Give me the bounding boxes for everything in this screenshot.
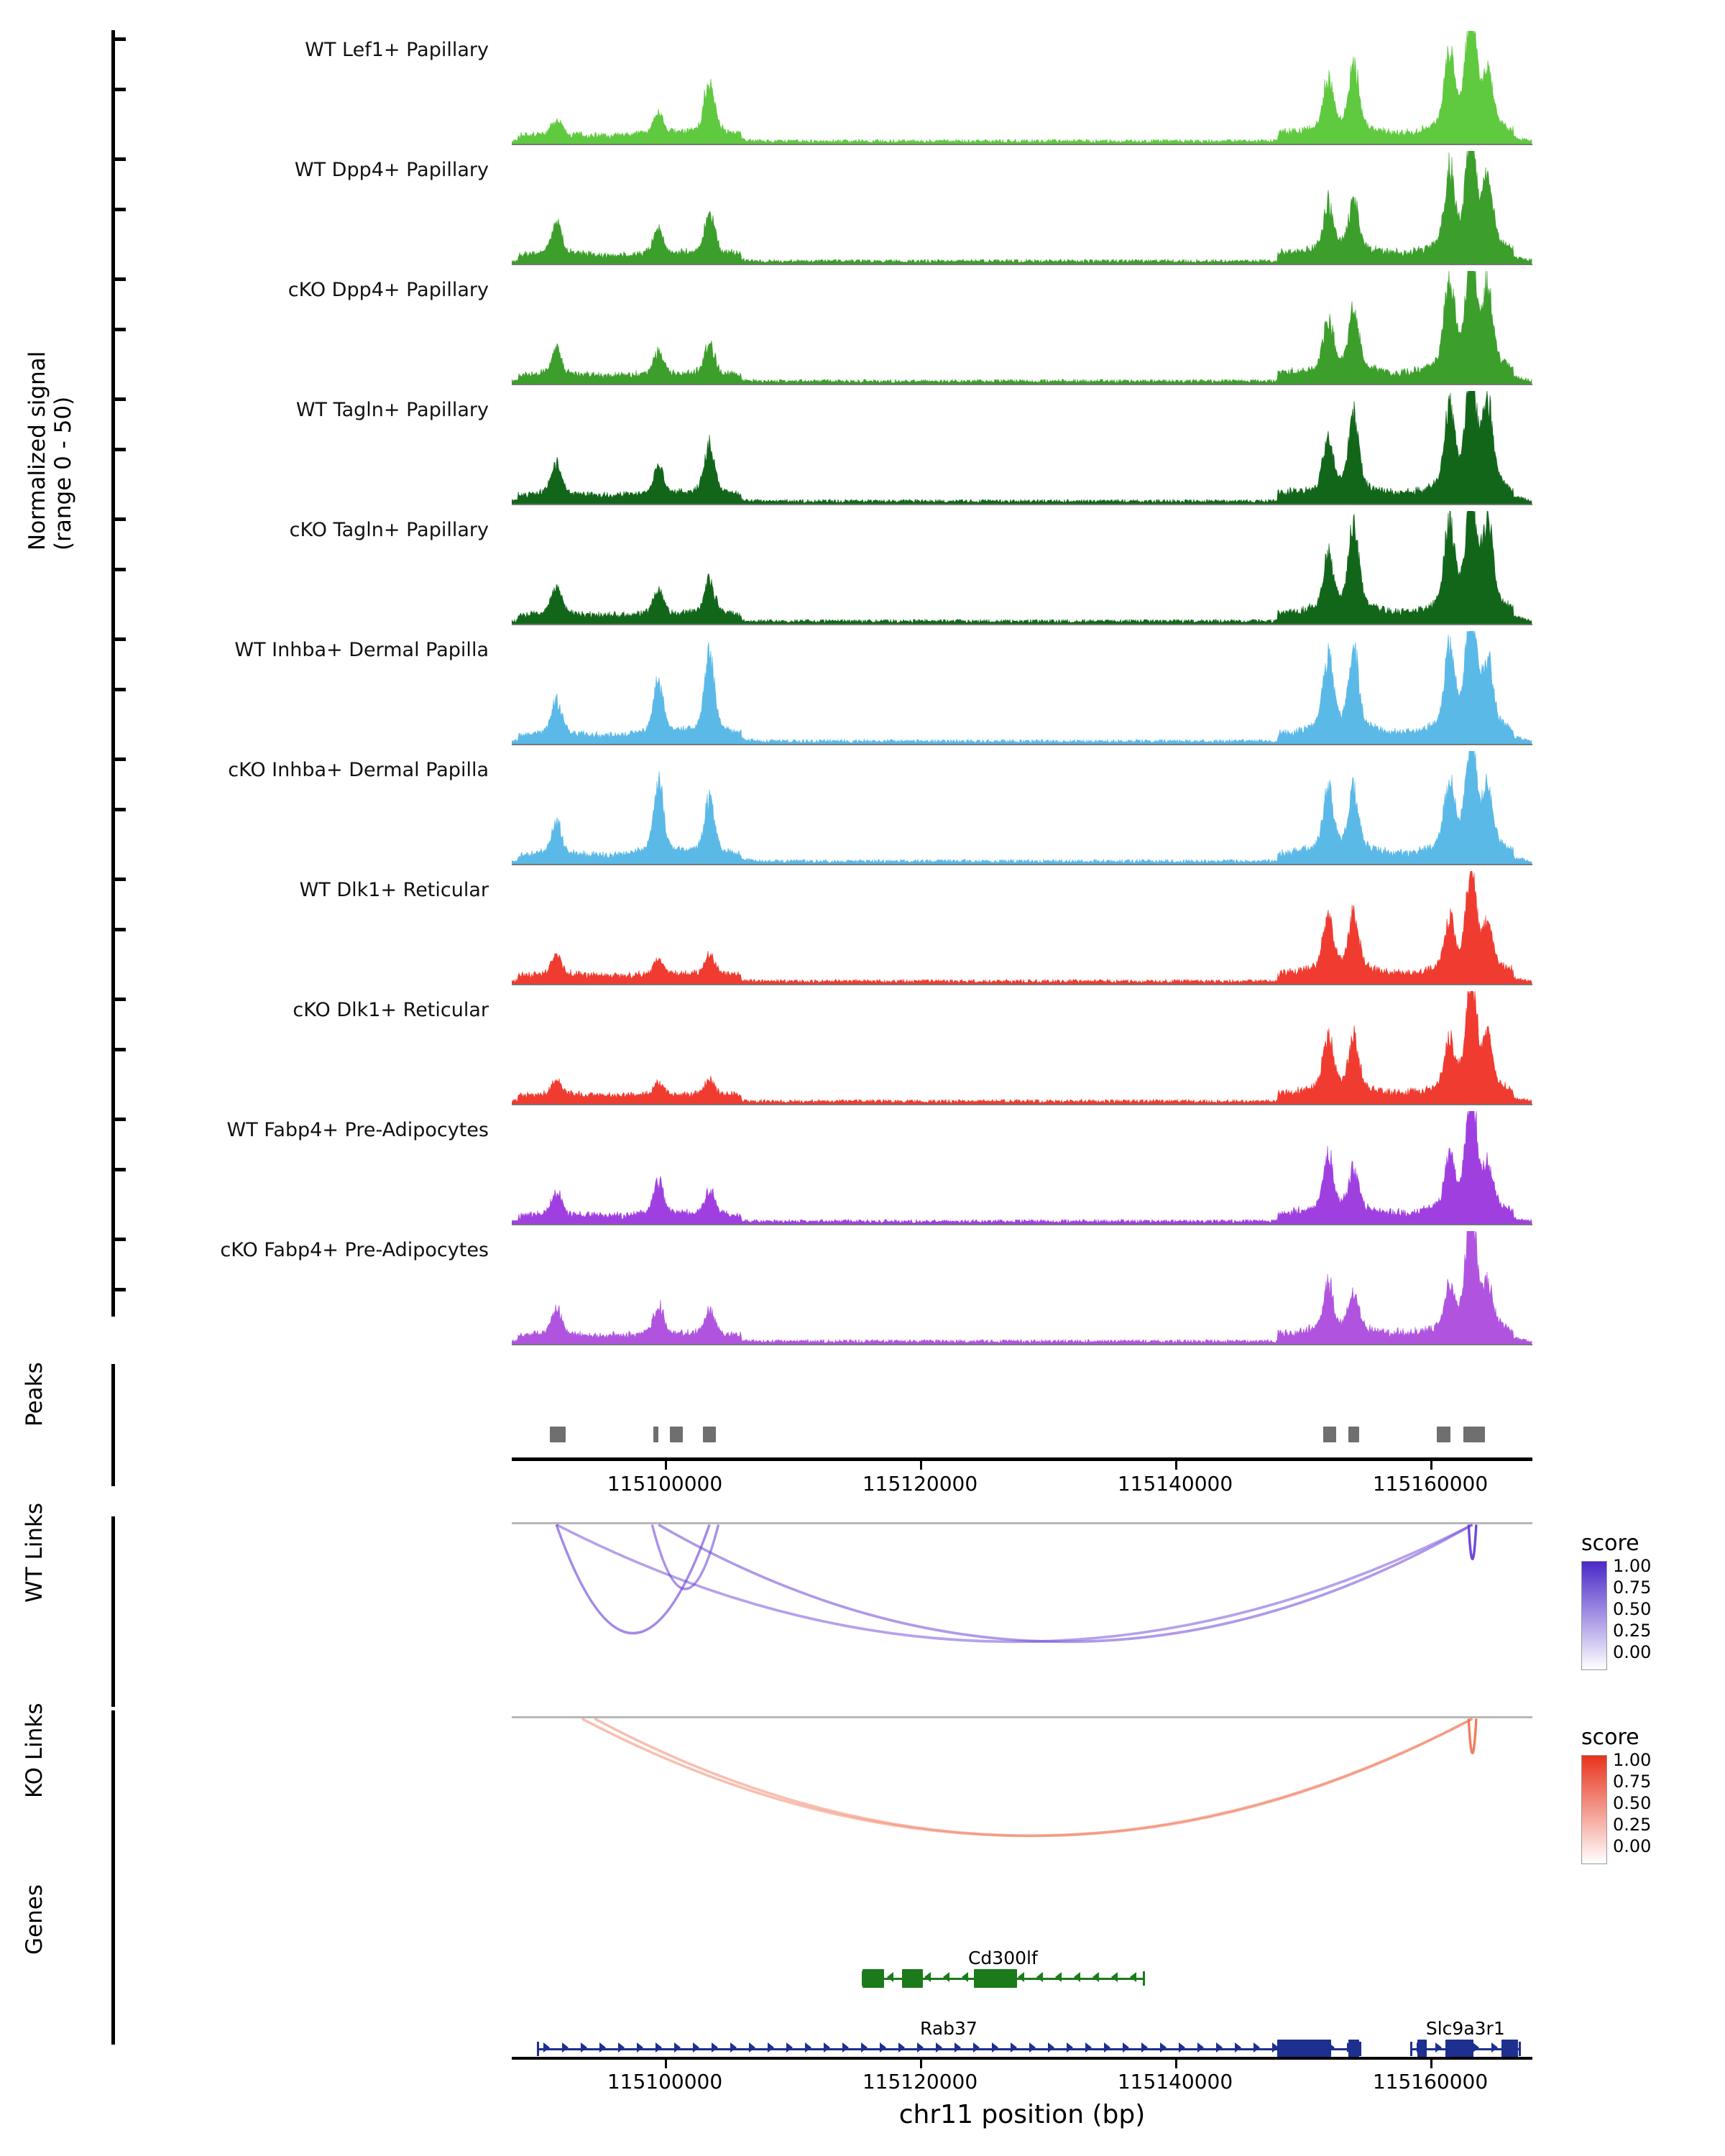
legend-tick: 1.00 bbox=[1613, 1556, 1652, 1576]
gene-exon bbox=[1417, 2040, 1426, 2058]
peaks-track-label: Peaks bbox=[22, 1362, 47, 1427]
peak-marker bbox=[1348, 1427, 1358, 1442]
signal-axis-tick bbox=[111, 328, 126, 331]
coverage-area bbox=[512, 1231, 1532, 1345]
coverage-area bbox=[512, 1111, 1532, 1225]
signal-axis-tick bbox=[111, 157, 126, 161]
signal-axis-tick bbox=[111, 277, 126, 281]
coverage-track bbox=[512, 30, 1532, 145]
x-axis-tick-label: 115160000 bbox=[1372, 2070, 1489, 2093]
legend-tick: 0.00 bbox=[1613, 1836, 1652, 1856]
gene-strand-arrow bbox=[917, 2042, 924, 2053]
gene-strand-arrow bbox=[581, 2042, 587, 2053]
track-baseline bbox=[512, 864, 1532, 865]
links-arcs bbox=[512, 1509, 1532, 1718]
signal-axis-tick bbox=[111, 1118, 126, 1121]
x-axis-tick-label: 115120000 bbox=[862, 1472, 978, 1496]
gene-strand-arrow bbox=[749, 2042, 755, 2053]
gene-strand-arrow bbox=[880, 2042, 886, 2053]
gene-exon bbox=[1348, 2040, 1358, 2058]
coverage-track bbox=[512, 510, 1532, 625]
wt-links-bracket bbox=[111, 1516, 115, 1707]
wt-links-area bbox=[512, 1509, 1532, 1718]
wt-links-legend-title: score bbox=[1581, 1531, 1639, 1556]
gene-strand-arrow bbox=[1197, 2042, 1204, 2053]
peak-marker bbox=[703, 1427, 716, 1442]
gene-strand-arrow bbox=[1092, 1972, 1099, 1982]
gene-strand-arrow bbox=[992, 2042, 998, 2053]
gene-strand-arrow bbox=[1130, 1972, 1136, 1982]
genes-track-label: Genes bbox=[22, 1884, 47, 1955]
gene-strand-arrow bbox=[656, 2042, 662, 2053]
gene-strand-arrow bbox=[1018, 1972, 1024, 1982]
legend-tick: 0.50 bbox=[1613, 1599, 1652, 1619]
coverage-track bbox=[512, 150, 1532, 265]
peak-marker bbox=[550, 1427, 565, 1442]
gene-strand-arrow bbox=[1029, 2042, 1036, 2053]
signal-axis-tick bbox=[111, 998, 126, 1001]
signal-axis-tick bbox=[111, 397, 126, 401]
gene-strand-arrow bbox=[954, 2042, 961, 2053]
ko-links-legend-colorbar bbox=[1581, 1755, 1607, 1864]
gene-strand-arrow bbox=[1104, 2042, 1110, 2053]
x-axis-tick-label: 115160000 bbox=[1372, 1472, 1489, 1496]
gene-strand-arrow bbox=[1048, 2042, 1054, 2053]
coverage-track bbox=[512, 630, 1532, 745]
signal-axis-tick bbox=[111, 37, 126, 41]
signal-axis-tick bbox=[111, 877, 126, 881]
y-axis-label-line2: (range 0 - 50) bbox=[50, 396, 76, 550]
wt-links-legend bbox=[1581, 1531, 1725, 1662]
coverage-area bbox=[512, 871, 1532, 985]
x-axis-title: chr11 position (bp) bbox=[898, 2100, 1146, 2129]
x-axis-tick-label: 115140000 bbox=[1117, 1472, 1233, 1496]
track-baseline bbox=[512, 744, 1532, 745]
track-baseline bbox=[512, 1224, 1532, 1225]
x-axis-tick-label: 115140000 bbox=[1117, 2070, 1233, 2093]
coverage-area bbox=[512, 271, 1532, 384]
gene-strand-arrow bbox=[1141, 2042, 1148, 2053]
gene-strand-arrow bbox=[674, 2042, 681, 2053]
gene-strand-arrow bbox=[1491, 2042, 1498, 2053]
ko-links-legend-ticks bbox=[1613, 1749, 1651, 1857]
gene-strand-arrow bbox=[1011, 2042, 1017, 2053]
coverage-area bbox=[512, 991, 1532, 1105]
gene-strand-arrow bbox=[599, 2042, 606, 2053]
ko-links-track bbox=[0, 1703, 1725, 1912]
wt-links-track bbox=[0, 1502, 1725, 1718]
ko-links-legend-title: score bbox=[1581, 1725, 1639, 1750]
track-label: cKO Inhba+ Dermal Papilla bbox=[228, 759, 489, 781]
gene-end-cap bbox=[1519, 2042, 1521, 2056]
track-baseline bbox=[512, 1104, 1532, 1105]
ko-links-legend bbox=[1581, 1725, 1725, 1856]
track-baseline bbox=[512, 1344, 1532, 1345]
gene-strand-arrow bbox=[1216, 2042, 1223, 2053]
signal-axis-tick bbox=[111, 1168, 126, 1171]
coverage-track bbox=[512, 270, 1532, 385]
gene-strand-arrow bbox=[962, 1972, 968, 1982]
coverage-area bbox=[512, 511, 1532, 625]
gene-strand-arrow bbox=[1179, 2042, 1185, 2053]
track-label: WT Lef1+ Papillary bbox=[305, 39, 489, 61]
peak-marker bbox=[1463, 1427, 1485, 1442]
gene-strand-arrow bbox=[898, 2042, 905, 2053]
signal-axis-tick bbox=[111, 1288, 126, 1291]
gene-strand-arrow bbox=[861, 2042, 868, 2053]
gene-strand-arrow bbox=[1435, 2042, 1442, 2053]
signal-axis-tick bbox=[111, 637, 126, 641]
x-axis-tick bbox=[665, 1461, 667, 1470]
track-label: WT Inhba+ Dermal Papilla bbox=[234, 639, 489, 661]
legend-tick: 0.00 bbox=[1613, 1642, 1652, 1662]
gene-name-label: Cd300lf bbox=[967, 1948, 1038, 1968]
gene-strand-arrow bbox=[1111, 1972, 1118, 1982]
x-axis-tick bbox=[1175, 1461, 1177, 1470]
y-axis-label-line1: Normalized signal bbox=[24, 351, 50, 550]
track-label: cKO Dpp4+ Papillary bbox=[288, 279, 489, 301]
coverage-track bbox=[512, 870, 1532, 985]
wt-links-legend-ticks bbox=[1613, 1555, 1651, 1663]
gene-strand-arrow bbox=[618, 2042, 625, 2053]
signal-axis-tick bbox=[111, 928, 126, 931]
gene-exon bbox=[1277, 2040, 1331, 2058]
gene-strand-arrow bbox=[936, 2042, 942, 2053]
gene-exon bbox=[1445, 2040, 1473, 2058]
signal-axis-tick bbox=[111, 88, 126, 91]
peak-marker bbox=[670, 1427, 683, 1442]
track-label: WT Dpp4+ Papillary bbox=[294, 159, 489, 181]
coverage-area bbox=[512, 31, 1532, 144]
gene-end-cap bbox=[537, 2042, 539, 2056]
coverage-track bbox=[512, 990, 1532, 1105]
signal-axis-tick bbox=[111, 808, 126, 811]
signal-axis-tick bbox=[111, 208, 126, 211]
track-baseline bbox=[512, 504, 1532, 505]
legend-tick: 0.25 bbox=[1613, 1621, 1652, 1641]
coverage-area bbox=[512, 751, 1532, 865]
signal-axis-tick bbox=[111, 517, 126, 521]
gene-strand-arrow bbox=[943, 1972, 949, 1982]
genes-bracket bbox=[111, 1890, 115, 2045]
track-baseline bbox=[512, 264, 1532, 265]
gene-strand-arrow bbox=[786, 2042, 793, 2053]
x-axis-tick bbox=[665, 2060, 667, 2068]
wt-links-legend-colorbar bbox=[1581, 1561, 1607, 1670]
x-axis-tick bbox=[1430, 1461, 1432, 1470]
peaks-bracket bbox=[111, 1364, 115, 1486]
ko-links-bracket bbox=[111, 1710, 115, 1901]
gene-strand-arrow bbox=[973, 2042, 980, 2053]
genes-area bbox=[512, 1883, 1532, 2070]
x-axis-tick bbox=[920, 2060, 922, 2068]
gene-name-label: Slc9a3r1 bbox=[1425, 2018, 1505, 2039]
track-baseline bbox=[512, 384, 1532, 385]
gene-strand-arrow bbox=[562, 2042, 569, 2053]
ko-links-label: KO Links bbox=[22, 1703, 47, 1798]
legend-tick: 0.25 bbox=[1613, 1815, 1652, 1835]
legend-tick: 0.75 bbox=[1613, 1577, 1652, 1598]
track-label: cKO Fabp4+ Pre-Adipocytes bbox=[220, 1239, 489, 1261]
track-baseline bbox=[512, 624, 1532, 625]
gene-strand-arrow bbox=[1473, 2042, 1479, 2053]
wt-links-label: WT Links bbox=[22, 1502, 47, 1603]
signal-axis-tick bbox=[111, 1238, 126, 1241]
gene-strand-arrow bbox=[1160, 2042, 1167, 2053]
ko-links-area bbox=[512, 1703, 1532, 1912]
gene-strand-arrow bbox=[824, 2042, 830, 2053]
signal-axis-tick bbox=[111, 1048, 126, 1051]
gene-strand-arrow bbox=[1074, 1972, 1080, 1982]
gene-strand-arrow bbox=[1036, 1972, 1043, 1982]
x-axis-top bbox=[512, 1457, 1532, 1501]
signal-axis-tick bbox=[111, 757, 126, 761]
gene-strand-arrow bbox=[1254, 2042, 1260, 2053]
gene-exon bbox=[1501, 2040, 1518, 2058]
gene-strand-arrow bbox=[693, 2042, 699, 2053]
coverage-area bbox=[512, 391, 1532, 505]
track-baseline bbox=[512, 984, 1532, 985]
x-axis-tick-label: 115100000 bbox=[607, 1472, 723, 1496]
x-axis-tick bbox=[1175, 2060, 1177, 2068]
legend-tick: 0.75 bbox=[1613, 1772, 1652, 1792]
signal-axis-tick bbox=[111, 568, 126, 571]
gene-strand-arrow bbox=[730, 2042, 737, 2053]
x-axis-tick bbox=[1430, 2060, 1432, 2068]
gene-strand-arrow bbox=[924, 1972, 931, 1982]
track-label: WT Dlk1+ Reticular bbox=[299, 879, 489, 901]
gene-end-cap bbox=[1359, 2042, 1361, 2056]
gene-name-label: Rab37 bbox=[920, 2018, 978, 2039]
coverage-track bbox=[512, 750, 1532, 865]
gene-exon bbox=[974, 1969, 1017, 1988]
gene-strand-arrow bbox=[637, 2042, 643, 2053]
gene-strand-arrow bbox=[712, 2042, 718, 2053]
gene-strand-arrow bbox=[1067, 2042, 1073, 2053]
gene-end-cap bbox=[1410, 2042, 1412, 2056]
gene-strand-arrow bbox=[1123, 2042, 1129, 2053]
coverage-track bbox=[512, 1230, 1532, 1345]
x-axis-tick-label: 115120000 bbox=[862, 2070, 978, 2093]
gene-strand-arrow bbox=[543, 2042, 550, 2053]
gene-strand-arrow bbox=[887, 1972, 893, 1982]
peak-marker bbox=[653, 1427, 658, 1442]
track-label: WT Tagln+ Papillary bbox=[295, 399, 489, 421]
signal-axis-tick bbox=[111, 448, 126, 451]
track-label: cKO Dlk1+ Reticular bbox=[293, 999, 489, 1021]
links-arcs bbox=[512, 1703, 1532, 1912]
genes-track bbox=[0, 1883, 1725, 2070]
signal-axis-tick bbox=[111, 688, 126, 691]
peak-marker bbox=[1437, 1427, 1451, 1442]
gene-exon bbox=[902, 1969, 922, 1988]
gene-strand-arrow bbox=[1085, 2042, 1092, 2053]
gene-strand-arrow bbox=[1235, 2042, 1241, 2053]
gene-strand-arrow bbox=[842, 2042, 849, 2053]
gene-exon bbox=[862, 1969, 884, 1988]
coverage-area bbox=[512, 631, 1532, 745]
x-axis-tick-label: 115100000 bbox=[607, 2070, 723, 2093]
coverage-track bbox=[512, 390, 1532, 505]
coverage-area bbox=[512, 151, 1532, 264]
gene-strand-arrow bbox=[1055, 1972, 1062, 1982]
track-label: cKO Tagln+ Papillary bbox=[289, 519, 489, 541]
legend-tick: 1.00 bbox=[1613, 1750, 1652, 1770]
gene-strand-arrow bbox=[768, 2042, 774, 2053]
coverage-track bbox=[512, 1110, 1532, 1225]
legend-tick: 0.50 bbox=[1613, 1793, 1652, 1813]
track-baseline bbox=[512, 144, 1532, 145]
x-axis-tick bbox=[920, 1461, 922, 1470]
gene-strand-arrow bbox=[805, 2042, 811, 2053]
peak-marker bbox=[1323, 1427, 1336, 1442]
track-label: WT Fabp4+ Pre-Adipocytes bbox=[226, 1119, 489, 1141]
gene-end-cap bbox=[1143, 1971, 1145, 1986]
